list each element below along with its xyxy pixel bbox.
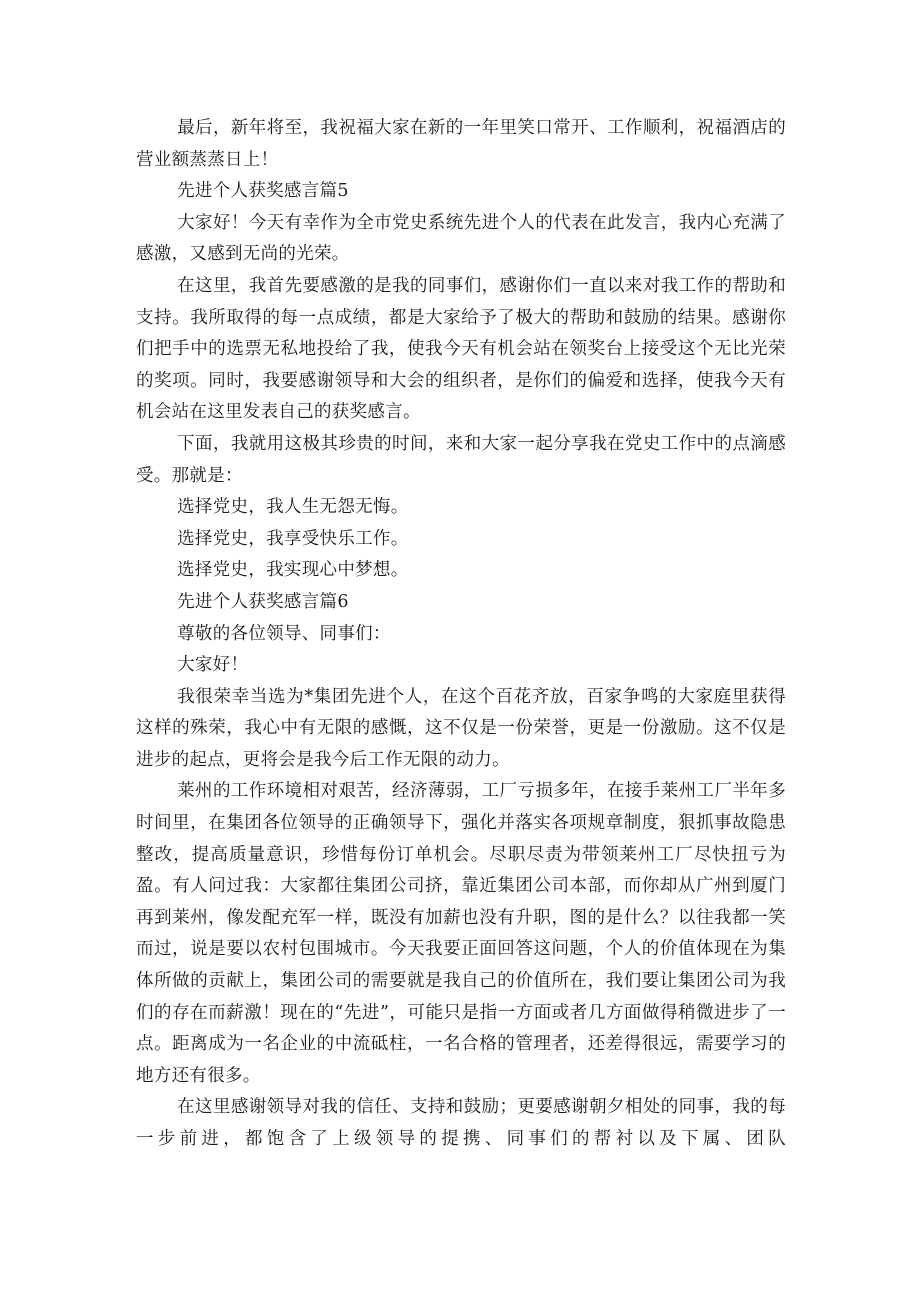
paragraph-share-feelings: 下面，我就用这极其珍贵的时间，来和大家一起分享我在党史工作中的点滴感受。那就是：	[136, 433, 786, 486]
paragraph-laizhou: 莱州的工作环境相对艰苦，经济薄弱，工厂亏损多年，在接手莱州工厂半年多时间里，在集团各位领导的正确领导下，强化并落实各项规章制度，狠抓事故隐患整改，提高质量意识，珍惜每份订单机会。尽职尽责为带领莱州工厂尽快扭亏为盈。有人问过我：大家都往集团公司挤，靠近集团公司本部，而你却从广州到厦门再到莱州，像发配充军一样，既没有加薪也没有升职，图的是什么？以往我都一笑而过，说是要以农村包围城市。今天我要正面回答这问题，个人的价值体现在为集体所做的贡献上，集团公司的需要就是我自己的价值所在，我们要让集团公司为我们的存在而薪激！现在的“先进”，可能只是指一方面或者几方面做得稍微进步了一点。距离成为一名企业的中流砥柱，一名合格的管理者，还差得很远，需要学习的地方还有很多。	[136, 781, 786, 1086]
paragraph-thanks-leaders: 在这里感谢领导对我的信任、支持和鼓励；更要感谢朝夕相处的同事，我的每一步前进，都饱含了上级领导的提携、同事们的帮衬以及下属、团队	[136, 1097, 786, 1149]
paragraph-honored: 我很荣幸当选为*集团先进个人，在这个百花齐放，百家争鸣的大家庭里获得这样的殊荣，我心中有无限的感慨，这不仅是一份荣誉，更是一份激励。这不仅是进步的起点，更将会是我今后工作无限的动力。	[136, 686, 786, 770]
paragraph-choice-3: 选择党史，我实现心中梦想。	[177, 560, 409, 581]
paragraph-greeting: 大家好！今天有幸作为全市党史系统先进个人的代表在此发言，我内心充满了感激，又感到无尚的光荣。	[136, 212, 786, 265]
document-body	[136, 113, 786, 1156]
paragraph-thanks-colleagues: 在这里，我首先要感激的是我的同事们，感谢你们一直以来对我工作的帮助和支持。我所取得的每一点成绩，都是大家给予了极大的帮助和鼓励的结果。感谢你们把手中的选票无私地投给了我，使我今天有机会站在领奖台上接受这个无比光荣的奖项。同时，我要感谢领导和大会的组织者，是你们的偏爱和选择，使我今天有机会站在这里发表自己的获奖感言。	[136, 275, 786, 423]
paragraph-choice-1: 选择党史，我人生无怨无悔。	[177, 497, 409, 518]
section-heading-5: 先进个人获奖感言篇5	[177, 181, 349, 202]
paragraph-salutation: 尊敬的各位领导、同事们：	[177, 623, 391, 644]
paragraph-choice-2: 选择党史，我享受快乐工作。	[177, 528, 409, 549]
section-heading-6: 先进个人获奖感言篇6	[177, 591, 349, 612]
paragraph-closing-wishes: 最后，新年将至，我祝福大家在新的一年里笑口常开、工作顺利，祝福酒店的营业额蒸蒸日上！	[136, 118, 786, 170]
paragraph-hello: 大家好！	[177, 655, 249, 676]
